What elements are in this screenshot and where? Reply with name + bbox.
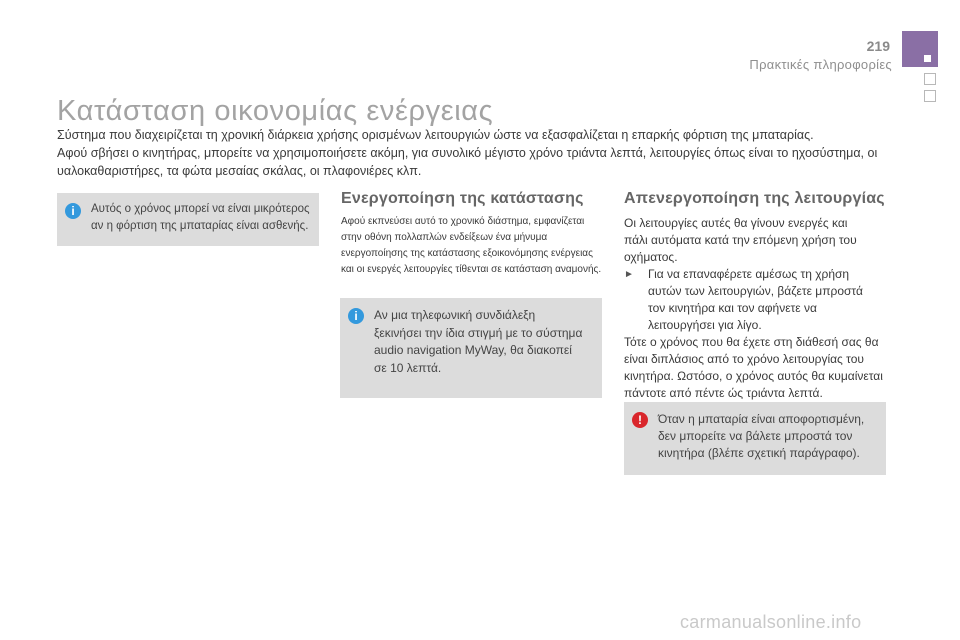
bullet-line: Για να επαναφέρετε αμέσως τη χρήση [648,267,850,281]
activation-text [341,214,606,278]
deactivation-line: πάλι αυτόματα κατά την επόμενη χρήση του [624,233,857,247]
chapter-tab-active[interactable] [902,31,938,67]
bullet-line: λειτουργήσει για λίγο. [648,318,762,332]
info-note-phone-call [340,298,602,398]
deactivation-line: κινητήρα. Ωστόσο, ο χρόνος αυτός θα κυμαίνεται [624,369,883,383]
warning-note-battery [624,402,886,475]
watermark: carmanualsonline.info [680,612,862,632]
note-line: αν η φόρτιση της μπαταρίας είναι ασθενής. [91,220,309,232]
activation-line: ενεργοποίησης της κατάστασης εξοικονόμησης ενέργειας [341,248,593,259]
deactivation-text [624,215,894,402]
activation-line: στην οθόνη πολλαπλών ενδείξεων ένα μήνυμα [341,232,548,243]
deactivation-line: είναι διπλάσιος από το χρόνο λειτουργίας του [624,352,864,366]
note-line: δεν μπορείτε να βάλετε μπροστά τον [658,429,853,443]
activation-line: και οι ενεργές λειτουργίες τίθενται σε κατάσταση αναμονής. [341,264,602,275]
chapter-tab[interactable] [924,73,936,85]
tab-marker-icon [924,55,931,62]
bullet-line: τον κινητήρα και τον αφήνετε να [648,301,817,315]
deactivation-bullet [624,266,894,334]
bullet-line: αυτών των λειτουργιών, βάζετε μπροστά [648,284,863,298]
note-line: κινητήρα (βλέπε σχετική παράγραφο). [658,446,860,460]
deactivation-line: πάντοτε από πέντε ώς τριάντα λεπτά. [624,386,823,400]
warning-icon: ! [632,412,648,428]
info-note-battery [57,193,319,246]
deactivation-line: οχήματος. [624,250,678,264]
arrow-right-icon: ► [624,269,634,280]
page-title: Κατάσταση οικονομίας ενέργειας [57,95,494,127]
deactivation-line: Οι λειτουργίες αυτές θα γίνουν ενεργές και [624,216,848,230]
note-line: Όταν η μπαταρία είναι αποφορτισμένη, [658,412,865,426]
heading-activation: Ενεργοποίηση της κατάστασης [341,190,584,207]
note-text [374,307,594,377]
info-icon: i [65,203,81,219]
note-line: Αν μια τηλεφωνική συνδιάλεξη [374,308,536,322]
note-line: audio navigation MyWay, θα διακοπεί [374,343,572,357]
heading-deactivation: Απενεργοποίηση της λειτουργίας [624,190,885,207]
page-number: 219 [866,38,890,54]
info-icon: i [348,308,364,324]
intro-line: υαλοκαθαριστήρες, τα φώτα μεσαίας σκάλας, οι πλαφονιέρες κλπ. [57,164,422,178]
intro-line: Σύστημα που διαχειρίζεται τη χρονική διάρκεια χρήσης ορισμένων λειτουργιών ώστε να εξασφαλίζεται η επαρκής φόρτιση της μπαταρίας. [57,128,814,142]
deactivation-line: Τότε ο χρόνος που θα έχετε στη διάθεσή σας θα [624,335,879,349]
note-line: σε 10 λεπτά. [374,360,442,375]
note-text [658,411,878,462]
activation-line: Αφού εκπνεύσει αυτό το χρονικό διάστημα, εμφανίζεται [341,216,585,227]
intro-line: Αφού σβήσει ο κινητήρας, μπορείτε να χρησιμοποιήσετε ακόμη, για συνολικό μέγιστο χρόνο τριάντα λεπτά, λειτουργίες όπως είναι το ηχοσύστημα, οι [57,146,878,160]
note-line: Αυτός ο χρόνος μπορεί να είναι μικρότερος [91,203,310,215]
section-title: Πρακτικές πληροφορίες [749,57,892,72]
chapter-tab[interactable] [924,90,936,102]
intro-text [57,126,907,180]
note-line: ξεκινήσει την ίδια στιγμή με το σύστημα [374,325,583,340]
note-text [91,201,311,235]
